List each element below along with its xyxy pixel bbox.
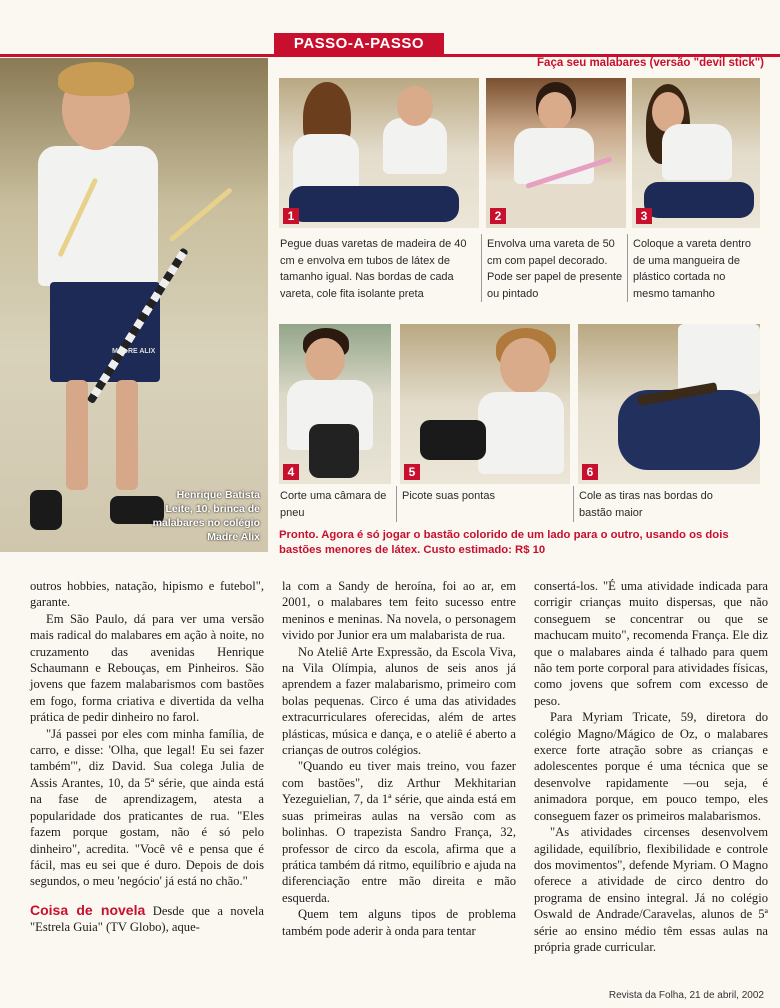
head xyxy=(538,92,572,130)
head xyxy=(500,338,550,394)
paragraph: "Já passei por eles com minha família, de carro, e disse: 'Olha, que legal! Eu sei fazer também'", diz David. Sua colega Julia de Assis Arantes, 10, da 5ª série, que ainda está na fase de aprendizagem, atesta a popularidade dos praticantes de rua. "Eles fazem porque gostam, não é só pelo dinheiro", acredita. "Você vê e pensa que é fácil, mas eu sei que é duro. Depois de dois segundos, o meu 'negócio' já está no chão." xyxy=(30,726,264,889)
shirt xyxy=(293,134,359,194)
step-number: 5 xyxy=(404,464,420,480)
hand-stick-right xyxy=(168,187,232,242)
left-shoe xyxy=(30,490,62,530)
divider xyxy=(396,486,397,522)
shirt xyxy=(38,146,158,286)
final-note: Pronto. Agora é só jogar o bastão colorido de um lado para o outro, usando os dois bastões menores de látex. Custo estimado: R$ 10 xyxy=(279,529,729,556)
paragraph-text: Desde que a novela "Estrela Guia" (TV Globo), aque- xyxy=(30,903,265,935)
step-photo-4 xyxy=(279,324,391,484)
paragraph: No Ateliê Arte Expressão, da Escola Viva, na Vila Olímpia, alunos de seis anos já aprendem a fazer malabarismo, primeiro com bolas pequenas. Circo é uma das atividades extracurriculares oferecidas, além de artes plásticas, música e dança, e o ateliê é aberto a crianças de outros colégios. xyxy=(282,644,516,758)
step-number: 4 xyxy=(283,464,299,480)
legs xyxy=(644,182,754,218)
step-text-2: Envolva uma vareta de 50 cm com papel decorado. Pode ser papel de presente ou pintado xyxy=(487,238,623,300)
left-leg xyxy=(66,380,88,490)
paragraph: consertá-los. "É uma atividade indicada para corrigir crianças muito dispersas, que não conseguem se concentrar ou que se machucam muito", recomenda França. Ele diz que o malabares ainda é talhado para quem não tem porte corporal para atividades físicas, como jovens que sofrem com excesso de peso. xyxy=(534,579,768,708)
main-photo xyxy=(0,58,268,552)
page-footer: Revista da Folha, 21 de abril, 2002 xyxy=(608,990,764,1001)
shorts xyxy=(50,282,160,382)
right-leg xyxy=(116,380,138,490)
hair xyxy=(58,62,134,96)
legs xyxy=(289,186,459,222)
paragraph: Em São Paulo, dá para ver uma versão mais radical do malabares em ação à noite, no cruzamento das avenidas Henrique Schaumann e Rebouças, em Pinheiros. São jovens que fazem malabarismos com bastões em fogo, forma criativa e divertida da velha prática de pedir dinheiro no farol. xyxy=(30,611,264,725)
tire-tube xyxy=(309,424,359,478)
paragraph: Para Myriam Tricate, 59, diretora do colégio Magno/Mágico de Oz, o malabares exerce forte atração sobre as crianças e adolescentes porque é uma técnica que se desenvolve rapidamente —ou seja, é animadora porque, em pouco tempo, eles conseguem fazer os primeiros malabarismos. xyxy=(534,710,768,823)
step-text-3: Coloque a vareta dentro de uma mangueira de plástico cortada no mesmo tamanho xyxy=(633,238,752,300)
paragraph: Quem tem alguns tipos de problema também pode aderir à onda para tentar xyxy=(282,907,516,938)
paragraph: outros hobbies, natação, hipismo e futebol", garante. xyxy=(30,579,264,610)
step-photo-6 xyxy=(578,324,760,484)
shirt xyxy=(662,124,732,180)
paragraph: "Quando eu tiver mais treino, vou fazer com bastões", diz Arthur Mekhitarian Yezeguielian, 7, da 1ª série, que ainda está em suas primeiras aulas na versão com as bolinhas. O trapezista Sandro França, 32, professor de circo da escola, afirma que a prática também dá ritmo, equilíbrio e ajuda na diferenciação entre mão direita e mão esquerda. xyxy=(282,759,516,905)
step-photo-2 xyxy=(486,78,626,228)
tire-strips xyxy=(420,420,486,460)
divider xyxy=(573,486,574,522)
paragraph: "As atividades circenses desenvolvem agilidade, equilíbrio, flexibilidade e controle dos movimentos", defende Myriam. O Magno oferece a atividade de circo dentro do programa de ensino integral. Já no colégio Oswald de Andrade/Caravelas, alunos de 5ª série ao ensino médio têm essas aulas na própria grade curricular. xyxy=(534,825,768,954)
main-photo-caption: Henrique Batista Leite, 10, brinca de malabares no colégio Madre Alix xyxy=(152,489,260,543)
article-column-3 xyxy=(534,578,768,955)
article-column-2 xyxy=(282,578,516,939)
head xyxy=(305,338,345,382)
article-column-1 xyxy=(30,578,264,936)
paragraph: la com a Sandy de heroína, foi ao ar, em 2001, o malabares tem feito sucesso entre meninos e meninas. Na novela, o personagem vivido por Junior era um malabarista de rua. xyxy=(282,579,516,643)
step-number: 6 xyxy=(582,464,598,480)
shirt xyxy=(383,118,447,174)
shorts-text: MADRE ALIX xyxy=(112,348,156,355)
divider xyxy=(627,234,628,302)
step-photo-5 xyxy=(400,324,570,484)
paragraph-with-subhead xyxy=(30,902,264,936)
section-subtitle: Faça seu malabares (versão "devil stick") xyxy=(537,57,764,69)
step-number: 2 xyxy=(490,208,506,224)
section-tab: PASSO-A-PASSO xyxy=(274,33,444,55)
subhead: Coisa de novela xyxy=(30,901,146,918)
step-text-1: Pegue duas varetas de madeira de 40 cm e envolva em tubos de látex de tamanho igual. Nas bordas de cada vareta, cole fita isolante preta xyxy=(280,238,467,300)
step-text-5: Picote suas pontas xyxy=(402,490,495,502)
step-text-4: Corte uma câmara de pneu xyxy=(280,490,387,519)
shirt xyxy=(678,324,760,394)
step-number: 3 xyxy=(636,208,652,224)
head xyxy=(397,86,433,126)
divider xyxy=(481,234,482,302)
step-photo-1 xyxy=(279,78,479,228)
shirt xyxy=(478,392,564,474)
step-number: 1 xyxy=(283,208,299,224)
step-text-6: Cole as tiras nas bordas do bastão maior xyxy=(579,490,713,519)
step-photo-3 xyxy=(632,78,760,228)
